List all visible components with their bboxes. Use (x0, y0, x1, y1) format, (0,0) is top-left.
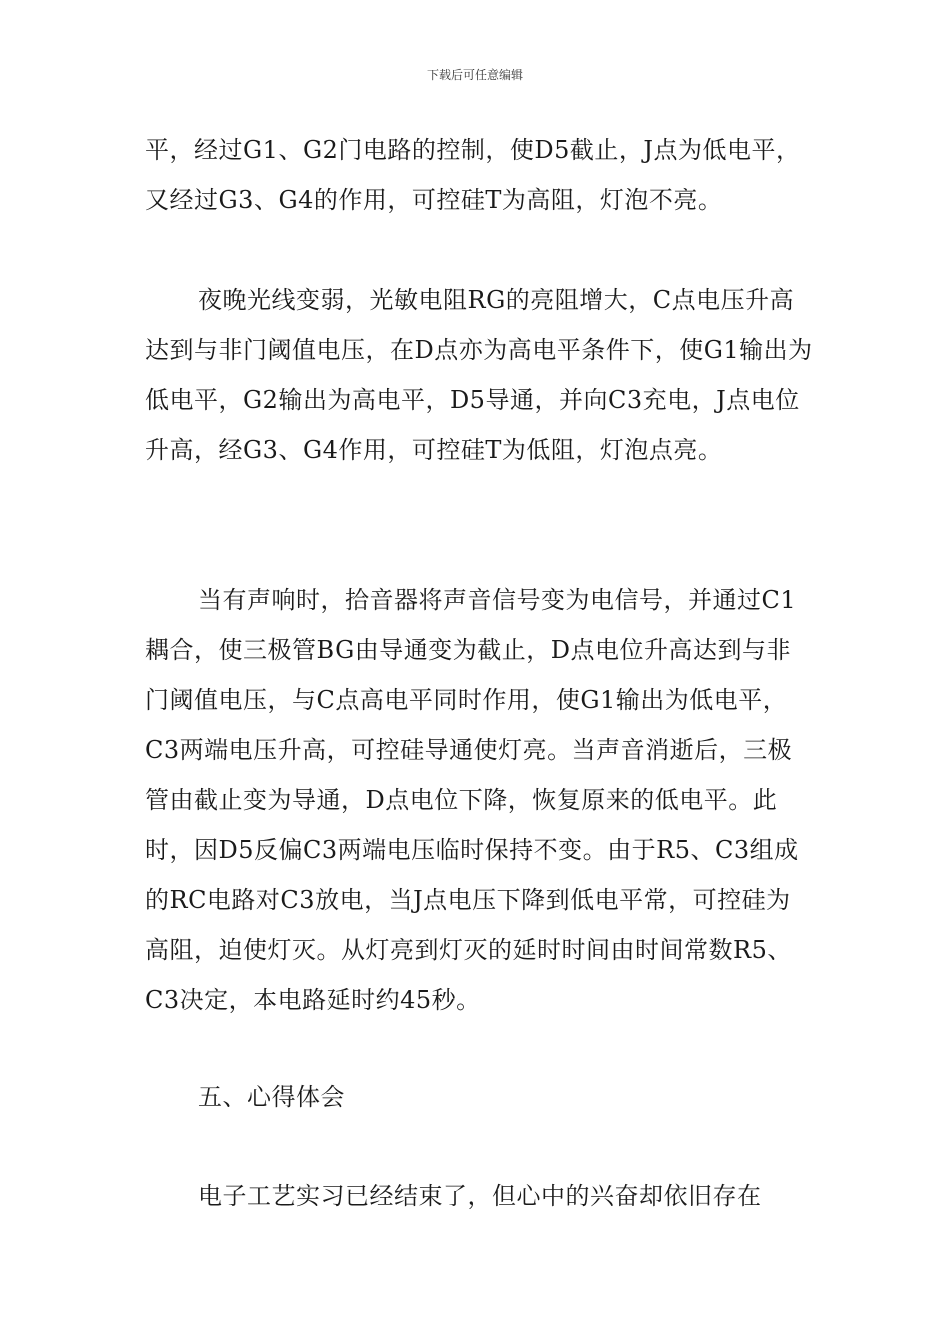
paragraph-3: 当有声响时，拾音器将声音信号变为电信号，并通过C1耦合，使三极管BG由导通变为截止，D点电位升高达到与非门阈值电压，与C点高电平同时作用，使G1输出为低电平，C3两端电压升高，可控硅导通使灯亮。当声音消逝后，三极管由截止变为导通，D点电位下降，恢复原来的低电平。此时，因D5反偏C3两端电压临时保持不变。由于R5、C3组成的RC电路对C3放电，当J点电压下降到低电平常，可控硅为高阻，迫使灯灭。从灯亮到灯灭的延时时间由时间常数R5、C3决定，本电路延时约45秒。 (145, 586, 799, 1014)
paragraph-4: 电子工艺实习已经结束了，但心中的兴奋却依旧存在 (198, 1182, 762, 1210)
paragraph-1: 平，经过G1、G2门电路的控制，使D5截止，J点为低电平，又经过G3、G4的作用，可控硅T为高阻，灯泡不亮。 (145, 136, 801, 214)
page-header: 下载后可任意编辑 (426, 68, 523, 82)
paragraph-2: 夜晚光线变弱，光敏电阻RG的亮阻增大，C点电压升高达到与非门阈值电压，在D点亦为高电平条件下，使G1输出为低电平，G2输出为高电平，D5导通，并向C3充电，J点电位升高，经G3、G4作用，可控硅T为低阻，灯泡点亮。 (145, 286, 813, 464)
section-heading: 五、心得体会 (198, 1083, 345, 1111)
